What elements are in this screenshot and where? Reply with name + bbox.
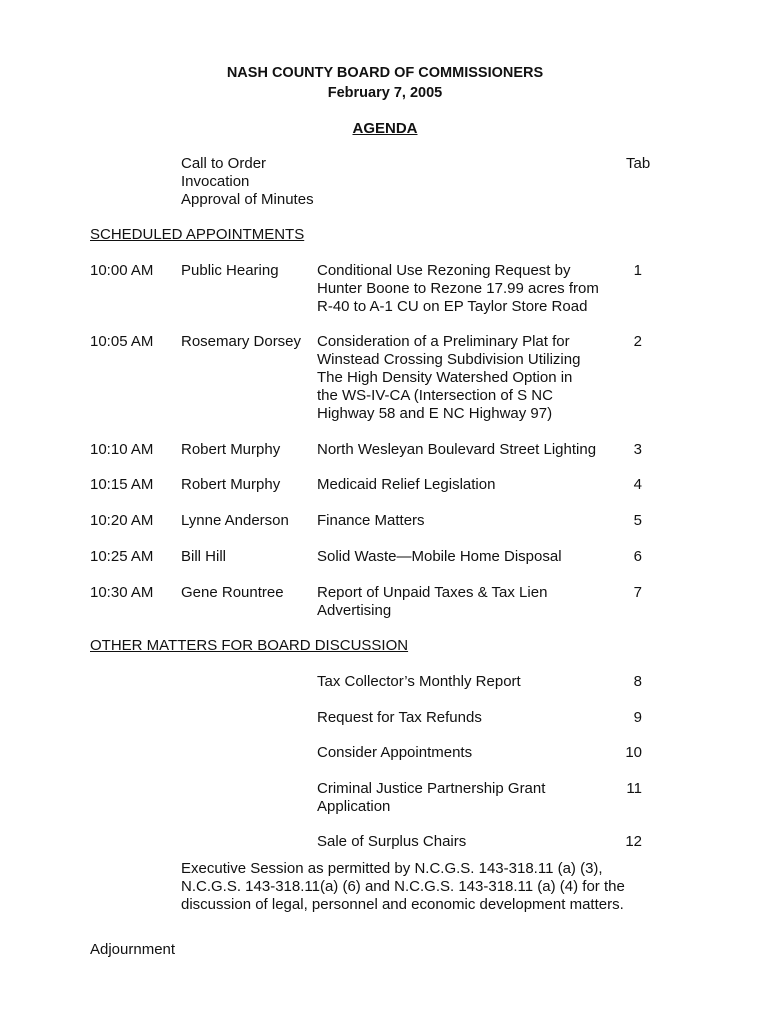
opening-item-invocation: Invocation — [181, 173, 250, 190]
appointment-tab-number: 3 — [633, 441, 642, 458]
other-matter-tab-number: 9 — [633, 709, 642, 726]
executive-line: N.C.G.S. 143-318.11(a) (6) and N.C.G.S. 143-318.11 (a) (4) for the — [181, 878, 625, 895]
executive-session-paragraph — [181, 860, 651, 914]
appointment-description — [317, 584, 617, 620]
executive-line: discussion of legal, personnel and economic development matters. — [181, 896, 624, 913]
other-matter-description — [317, 780, 617, 816]
other-matter-description — [317, 673, 617, 691]
description-line: the WS-IV-CA (Intersection of S NC — [317, 387, 553, 404]
other-matter-tab-number: 11 — [626, 780, 642, 797]
appointment-time: 10:25 AM — [90, 548, 154, 565]
description-line: Consider Appointments — [317, 744, 473, 761]
appointment-tab-number: 1 — [633, 262, 642, 279]
description-line: R-40 to A-1 CU on EP Taylor Store Road — [317, 298, 588, 315]
meeting-date: February 7, 2005 — [327, 85, 443, 101]
description-line: Highway 58 and E NC Highway 97) — [317, 405, 553, 422]
appointment-description — [317, 441, 617, 459]
appointment-time: 10:30 AM — [90, 584, 154, 601]
agenda-heading: AGENDA — [352, 120, 418, 137]
appointment-presenter: Gene Rountree — [181, 584, 284, 601]
appointment-presenter: Robert Murphy — [181, 476, 281, 493]
appointment-time: 10:20 AM — [90, 512, 154, 529]
appointment-presenter: Bill Hill — [181, 548, 226, 565]
description-line: Advertising — [317, 602, 392, 619]
description-line: Finance Matters — [317, 512, 425, 529]
scheduled-appointments-heading: SCHEDULED APPOINTMENTS — [90, 226, 305, 243]
appointment-tab-number: 4 — [633, 476, 642, 493]
other-matter-description — [317, 744, 617, 762]
description-line: Report of Unpaid Taxes & Tax Lien — [317, 584, 548, 601]
other-matter-description — [317, 709, 617, 727]
appointment-tab-number: 2 — [633, 333, 642, 350]
description-line: Hunter Boone to Rezone 17.99 acres from — [317, 280, 599, 297]
appointment-description — [317, 262, 617, 316]
adjournment: Adjournment — [90, 941, 176, 958]
appointment-presenter: Rosemary Dorsey — [181, 333, 302, 350]
description-line: Sale of Surplus Chairs — [317, 833, 467, 850]
appointment-description — [317, 333, 617, 423]
appointment-time: 10:05 AM — [90, 333, 154, 350]
appointment-time: 10:10 AM — [90, 441, 154, 458]
description-line: Consideration of a Preliminary Plat for — [317, 333, 570, 350]
other-matter-description — [317, 833, 617, 851]
description-line: Tax Collector’s Monthly Report — [317, 673, 521, 690]
appointment-time: 10:15 AM — [90, 476, 154, 493]
appointment-description — [317, 476, 617, 494]
appointment-description — [317, 512, 617, 530]
tab-column-label: Tab — [626, 155, 651, 172]
description-line: Solid Waste—Mobile Home Disposal — [317, 548, 562, 565]
other-matter-tab-number: 10 — [625, 744, 642, 761]
opening-item-call-to-order: Call to Order — [181, 155, 267, 172]
description-line: Application — [317, 798, 391, 815]
appointment-presenter: Robert Murphy — [181, 441, 281, 458]
description-line: Request for Tax Refunds — [317, 709, 482, 726]
executive-line: Executive Session as permitted by N.C.G.S. 143-318.11 (a) (3), — [181, 860, 603, 877]
appointment-presenter: Lynne Anderson — [181, 512, 289, 529]
description-line: Medicaid Relief Legislation — [317, 476, 496, 493]
other-matter-tab-number: 12 — [625, 833, 642, 850]
appointment-tab-number: 5 — [633, 512, 642, 529]
other-matters-heading: OTHER MATTERS FOR BOARD DISCUSSION — [90, 637, 409, 654]
opening-item-approval-minutes: Approval of Minutes — [181, 191, 314, 208]
description-line: North Wesleyan Boulevard Street Lighting — [317, 441, 597, 458]
description-line: Conditional Use Rezoning Request by — [317, 262, 571, 279]
appointment-tab-number: 7 — [633, 584, 642, 601]
description-line: Criminal Justice Partnership Grant — [317, 780, 546, 797]
appointment-time: 10:00 AM — [90, 262, 154, 279]
description-line: The High Density Watershed Option in — [317, 369, 573, 386]
organization-title: NASH COUNTY BOARD OF COMMISSIONERS — [226, 65, 544, 81]
description-line: Winstead Crossing Subdivision Utilizing — [317, 351, 581, 368]
appointment-tab-number: 6 — [633, 548, 642, 565]
appointment-description — [317, 548, 617, 566]
appointment-presenter: Public Hearing — [181, 262, 279, 279]
other-matter-tab-number: 8 — [633, 673, 642, 690]
